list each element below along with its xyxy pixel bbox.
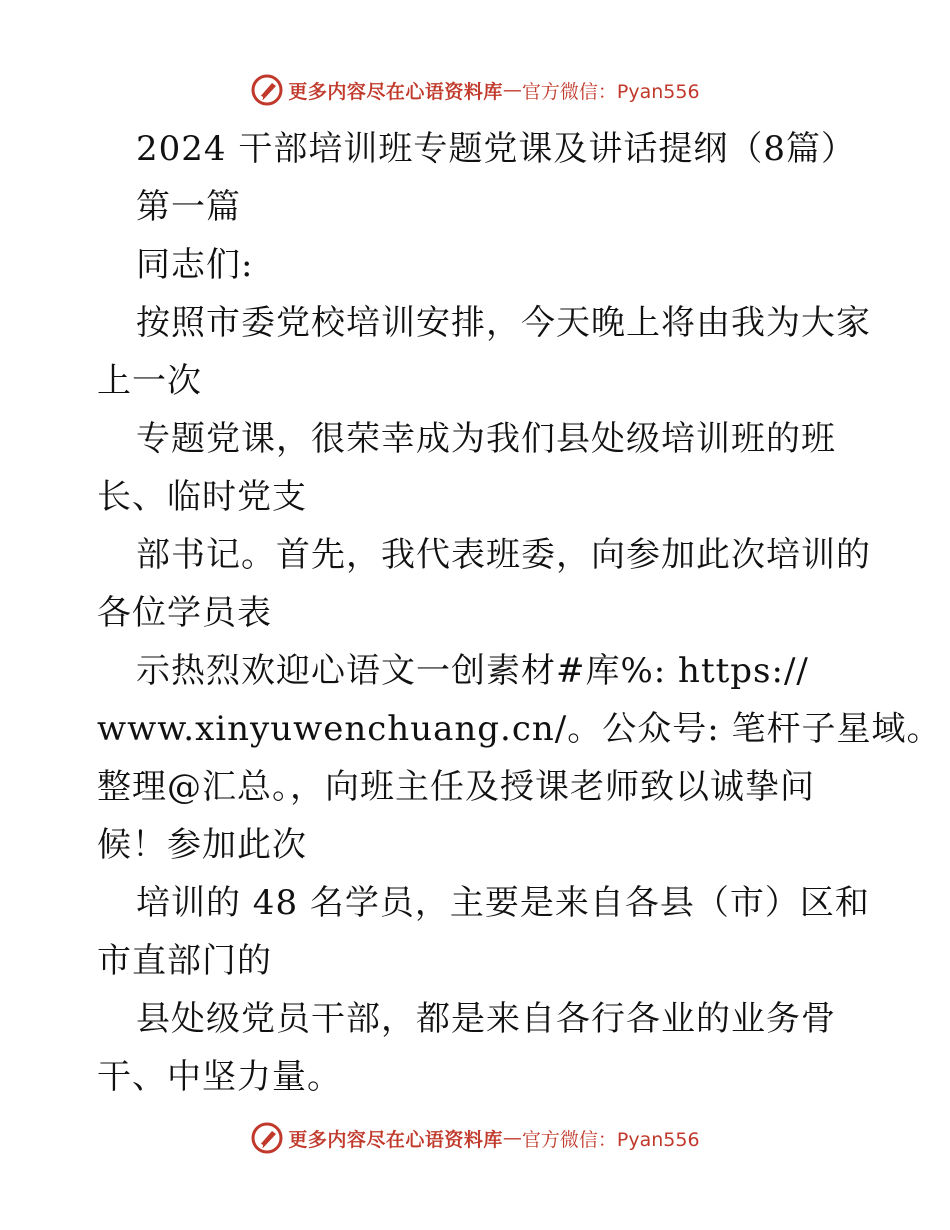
banner-wechat: 官方微信：Pyan556 <box>521 80 700 103</box>
salutation: 同志们: <box>136 245 254 285</box>
text-line: 县处级党员干部，都是来自各行各业的业务骨 <box>136 999 836 1039</box>
text-line: 各位学员表 <box>97 593 272 633</box>
text-line: 部书记。首先，我代表班委，向参加此次培训的 <box>136 535 871 575</box>
text-line: 市直部门的 <box>97 941 272 981</box>
text-line: www.xinyuwenchuang.cn/。公众号: 笔杆子星域。 <box>97 709 942 749</box>
text-line: 长、临时党支 <box>97 477 307 517</box>
text-line: 按照市委党校培训安排，今天晚上将由我为大家 <box>136 303 871 343</box>
document-title: 2024 干部培训班专题党课及讲话提纲（8篇） <box>136 129 856 169</box>
pen-logo-icon <box>250 1121 284 1155</box>
banner-wechat: 官方微信：Pyan556 <box>521 1128 700 1151</box>
banner-text: 更多内容尽在心语资料库 <box>288 80 503 103</box>
banner-dash: — <box>502 79 522 101</box>
header-watermark-banner <box>0 70 950 110</box>
text-line: 上一次 <box>97 361 202 401</box>
pen-logo-icon <box>250 73 284 107</box>
text-line: 干、中坚力量。 <box>97 1057 342 1097</box>
text-line: 示热烈欢迎心语文一创素材#库%: https:// <box>136 651 809 691</box>
footer-watermark-banner <box>0 1118 950 1158</box>
document-body <box>0 120 950 1106</box>
text-line: 候！参加此次 <box>97 825 307 865</box>
text-line: 整理@汇总。，向班主任及授课老师致以诚挚问 <box>97 767 815 807</box>
text-line: 培训的 48 名学员，主要是来自各县（市）区和 <box>136 883 870 923</box>
banner-text: 更多内容尽在心语资料库 <box>288 1128 503 1151</box>
text-line: 专题党课，很荣幸成为我们县处级培训班的班 <box>136 419 836 459</box>
section-heading: 第一篇 <box>136 187 241 227</box>
banner-dash: — <box>502 1127 522 1149</box>
